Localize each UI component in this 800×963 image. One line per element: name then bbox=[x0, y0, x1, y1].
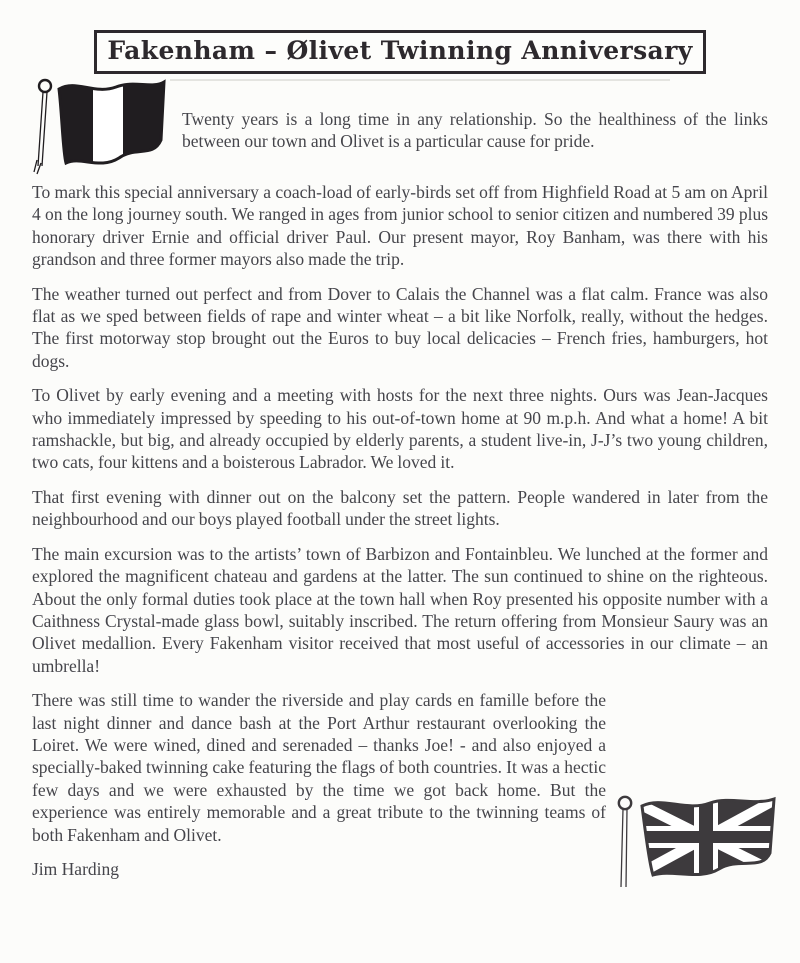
paragraph-first-evening: That first evening with dinner out on the balcony set the pattern. People wandered in later from the neighbourhood and our boys played football under the street lights. bbox=[32, 486, 768, 530]
page-title: Fakenham – Ølivet Twinning Anniversary bbox=[107, 36, 693, 65]
union-jack-flag-icon bbox=[612, 793, 788, 890]
intro-row bbox=[32, 76, 768, 181]
title-box bbox=[94, 30, 705, 74]
title-banner bbox=[32, 0, 768, 74]
paragraph-final-night bbox=[32, 689, 768, 846]
paragraph-arrival: To Olivet by early evening and a meeting with hosts for the next three nights. Ours was Jean-Jacques who immediately impressed by speeding to his out-of-town home at 90 m.p.h. And what a home! A bit ramshackle, but big, and already occupied by elderly parents, a student live-in, J-J’s two young children, two cats, four kittens and a boisterous Labrador. We loved it. bbox=[32, 385, 768, 473]
paragraph-excursion: The main excursion was to the artists’ town of Barbizon and Fontainbleu. We lunched at the former and explored the magnificent chateau and gardens at the latter. The sun continued to shine on the righteous. About the only formal duties took place at the town hall when Roy presented his opposite number with a Caithness Crystal-made glass bowl, suitably inscribed. The return offering from Monsieur Saury was an Olivet medallion. Every Fakenham visitor received that most useful of accessories in our climate – an umbrella! bbox=[32, 543, 768, 676]
scan-artifact-line bbox=[170, 79, 670, 81]
intro-text-block bbox=[172, 76, 768, 181]
french-flag-icon bbox=[32, 76, 172, 181]
intro-paragraph: Twenty years is a long time in any relationship. So the healthiness of the links between our town and Olivet is a particular cause for pride. bbox=[182, 109, 768, 152]
signature-author: Jim Harding bbox=[32, 858, 120, 879]
paragraph-crossing: The weather turned out perfect and from Dover to Calais the Channel was a flat calm. France was also flat as we sped between fields of rape and winter wheat – a bit like Norfolk, really, without the hedges. The first motorway stop brought out the Euros to buy local delicacies – French fries, hamburgers, hot dogs. bbox=[32, 283, 768, 371]
paragraph-departure: To mark this special anniversary a coach-load of early-birds set off from Highfield Road at 5 am on April 4 on the long journey south. We ranged in ages from junior school to senior citizen and numbered 39 plus honorary driver Ernie and official driver Paul. Our present mayor, Roy Banham, was there with his grandson and three former mayors also made the trip. bbox=[32, 182, 768, 270]
paragraph-final-night-text: There was still time to wander the riverside and play cards en famille before the last night dinner and dance bash at the Port Arthur restaurant overlooking the Loiret. We were wined, dined and serenaded – thanks Joe! - and also enjoyed a specially-baked twinning cake featuring the flags of both countries. It was a hectic few days and we were exhausted by the time we got back home. But the experience was entirely memorable and a great tribute to the twinning teams of both Fakenham and Olivet. bbox=[32, 690, 606, 845]
